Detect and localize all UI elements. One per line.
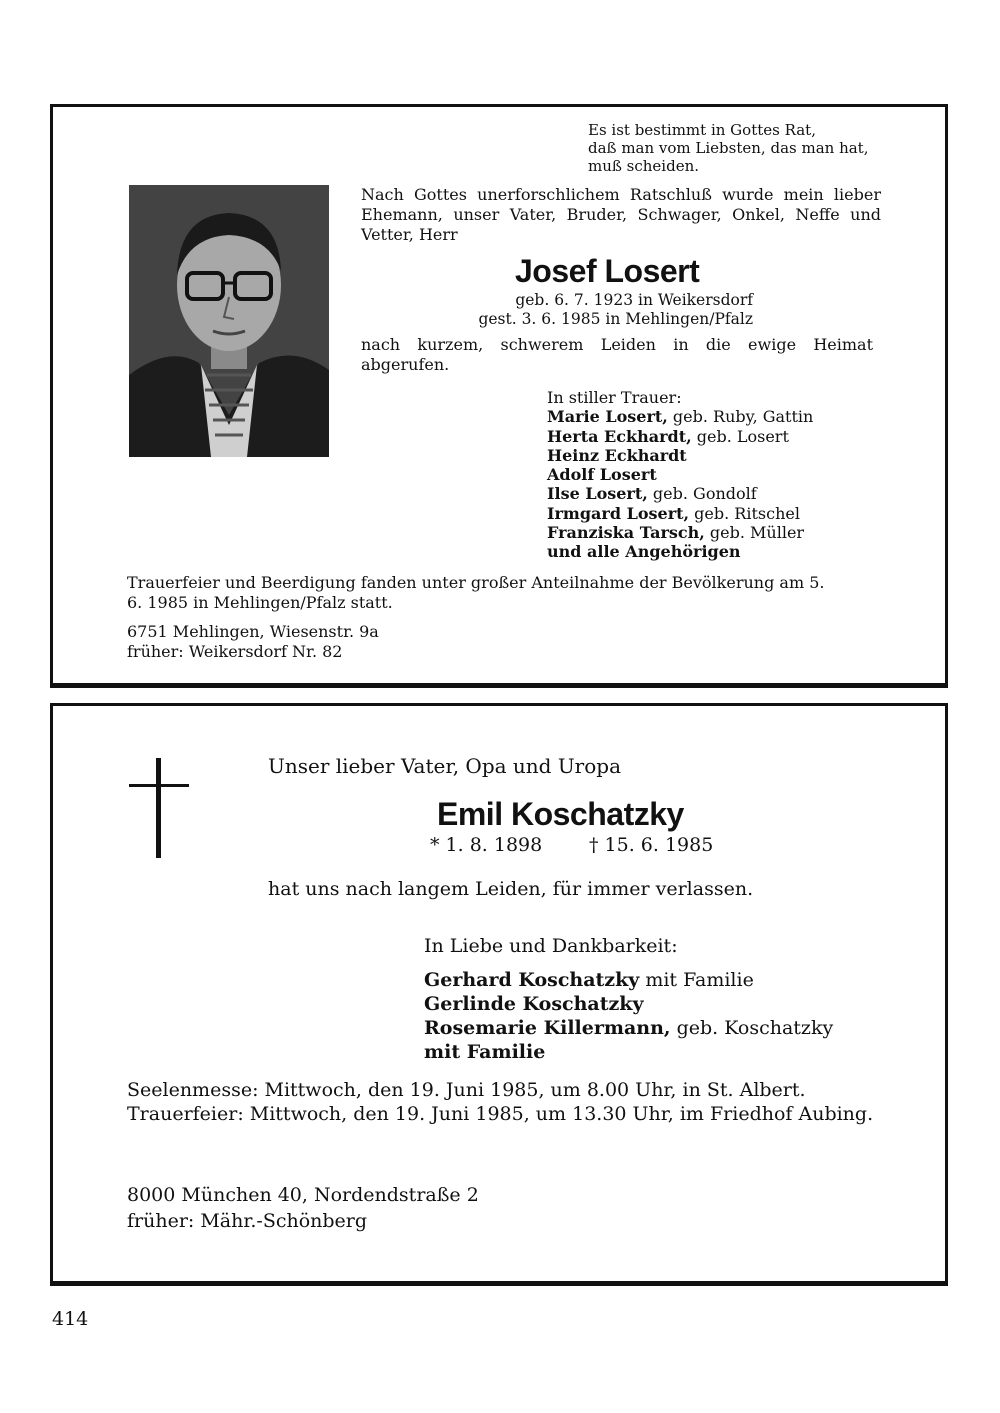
list-item: und alle Angehörigen: [547, 542, 741, 562]
obituary-notice-koschatzky: [50, 703, 948, 1286]
birth-date: geb. 6. 7. 1923 in Weikersdorf: [515, 291, 753, 309]
address-block: [127, 1182, 479, 1234]
address: 6751 Mehlingen, Wiesenstr. 9a: [127, 622, 379, 641]
list-item: Gerhard Koschatzky mit Familie: [424, 969, 754, 991]
list-item: Marie Losert, geb. Ruby, Gattin: [547, 407, 814, 427]
list-item: Rosemarie Killermann, geb. Koschatzky: [424, 1017, 834, 1039]
address-block: [127, 622, 379, 662]
mourners-list: [424, 934, 833, 1064]
list-item: Ilse Losert, geb. Gondolf: [547, 484, 757, 504]
life-dates: [453, 291, 753, 329]
list-item: Adolf Losert: [547, 465, 657, 485]
deceased-name: Josef Losert: [515, 253, 700, 289]
ceremony-text: Trauerfeier und Beerdigung fanden unter großer Anteilnahme der Bevölkerung am 5. 6. 1985 in Mehlingen/Pfalz statt.: [127, 573, 825, 612]
portrait-image: [129, 185, 329, 457]
list-item: Franziska Tarsch, geb. Müller: [547, 523, 805, 543]
list-item: Irmgard Losert, geb. Ritschel: [547, 503, 800, 523]
former-address: früher: Mähr.-Schönberg: [127, 1210, 368, 1232]
list-item: mit Familie: [424, 1041, 546, 1063]
mourning-label: In Liebe und Dankbarkeit:: [424, 935, 678, 957]
mourners-list: [547, 388, 813, 562]
intro-text: Nach Gottes unerforschlichem Ratschluß wurde mein lieber Ehemann, unser Vater, Bruder, Schwager, Onkel, Neffe und Vetter, Herr: [361, 185, 881, 244]
passing-text: nach kurzem, schwerem Leiden in die ewige Heimat abgerufen.: [361, 335, 873, 374]
motto-verse: Es ist bestimmt in Gottes Rat, daß man vom Liebsten, das man hat, muß scheiden.: [588, 121, 869, 175]
passing-text: hat uns nach langem Leiden, für immer verlassen.: [268, 878, 754, 900]
former-address: früher: Weikersdorf Nr. 82: [127, 642, 343, 661]
address: 8000 München 40, Nordendstraße 2: [127, 1184, 479, 1206]
service-details: [127, 1078, 877, 1126]
death-date: † 15. 6. 1985: [589, 834, 714, 856]
obituary-notice-losert: [50, 104, 948, 688]
list-item: Herta Eckhardt, geb. Losert: [547, 426, 789, 446]
mourning-label: In stiller Trauer:: [547, 388, 682, 407]
birth-date: * 1. 8. 1898: [430, 834, 543, 856]
portrait-photo: [129, 185, 329, 457]
list-item: Gerlinde Koschatzky: [424, 993, 644, 1015]
funeral-ceremony: Trauerfeier: Mittwoch, den 19. Juni 1985, um 13.30 Uhr, im Friedhof Aubing.: [127, 1103, 874, 1125]
page-number: 414: [52, 1308, 89, 1330]
heading-text: Unser lieber Vater, Opa und Uropa: [268, 754, 622, 778]
cross-icon: [129, 758, 189, 858]
list-item: Heinz Eckhardt: [547, 445, 687, 465]
deceased-name: Emil Koschatzky: [437, 796, 684, 832]
requiem-mass: Seelenmesse: Mittwoch, den 19. Juni 1985, um 8.00 Uhr, in St. Albert.: [127, 1079, 806, 1101]
death-date: gest. 3. 6. 1985 in Mehlingen/Pfalz: [478, 310, 753, 328]
